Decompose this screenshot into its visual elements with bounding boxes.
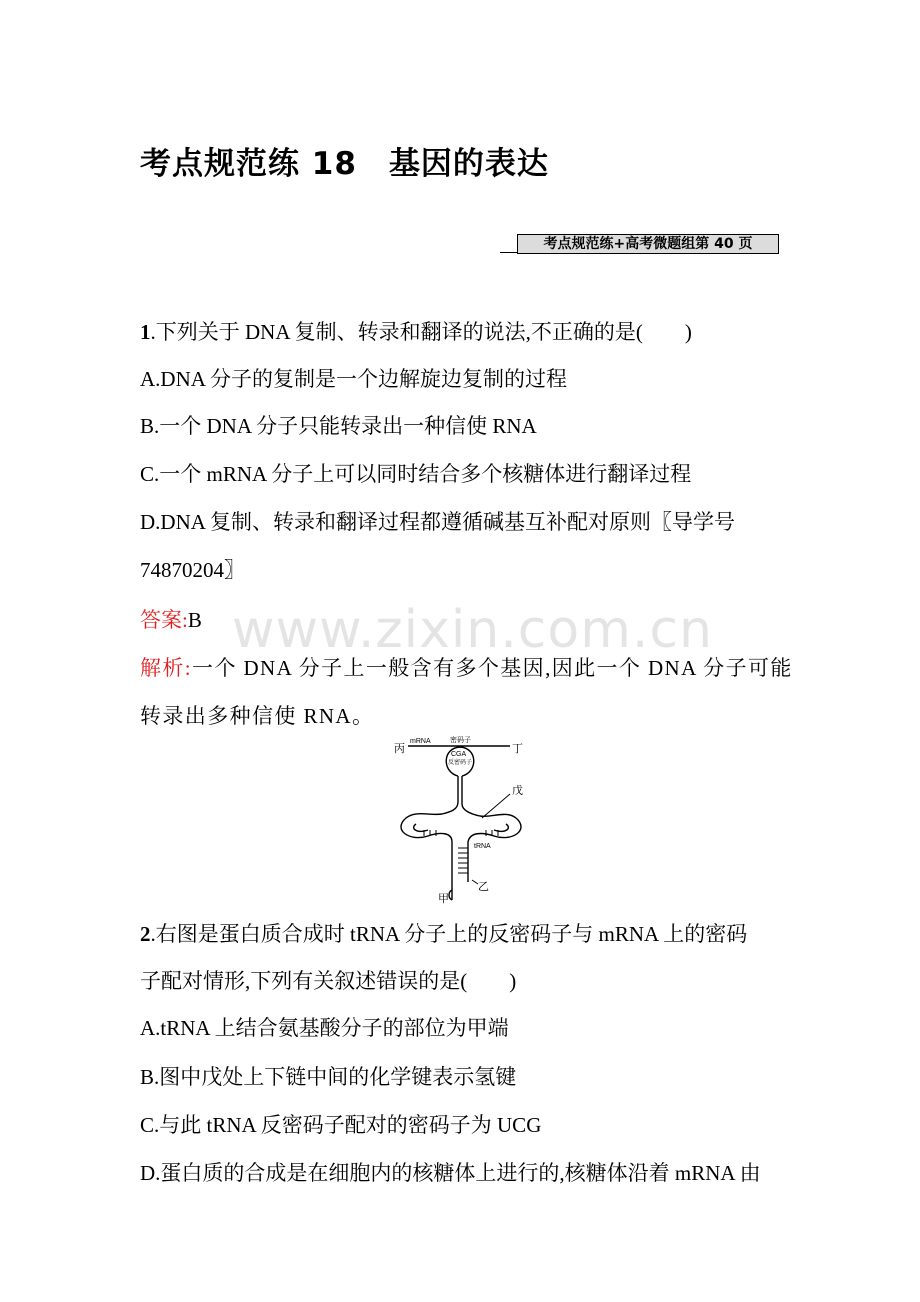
question-1-number: 1 [140, 320, 151, 344]
label-wu: 戊 [512, 784, 523, 797]
label-mrna: mRNA [410, 738, 431, 745]
label-cga: CGA [451, 751, 467, 758]
question-1-text: .下列关于 DNA 复制、转录和翻译的说法,不正确的是( ) [150, 320, 692, 344]
answer-value: B [187, 608, 202, 632]
question-1-analysis [140, 654, 793, 682]
label-ding: 丁 [512, 742, 523, 755]
question-2-text: .右图是蛋白质合成时 tRNA 分子上的反密码子与 mRNA 上的密码 [150, 922, 748, 946]
analysis-label: 解析: [140, 656, 193, 680]
question-2-option-b: B.图中戊处上下链中间的化学键表示氢键 [140, 1065, 517, 1089]
question-2-option-a: A.tRNA 上结合氨基酸分子的部位为甲端 [140, 1016, 509, 1040]
question-1-option-d-cont: 74870204〗 [140, 558, 245, 582]
label-jia: 甲 [438, 892, 449, 904]
answer-label: 答案: [140, 608, 188, 632]
question-2-option-d: D.蛋白质的合成是在细胞内的核糖体上进行的,核糖体沿着 mRNA 由 [140, 1161, 761, 1185]
watermark: www.zixin.com.cn [232, 600, 713, 660]
trna-left-strand [401, 776, 458, 900]
t-loop-inner [494, 824, 508, 831]
question-1-option-b: B.一个 DNA 分子只能转录出一种信使 RNA [140, 414, 537, 438]
reference-tag: 考点规范练+高考微题组第 40 页 [517, 234, 779, 254]
label-bing: 丙 [394, 742, 405, 755]
question-2-number: 2 [140, 922, 151, 946]
question-1-option-a: A.DNA 分子的复制是一个边解旋边复制的过程 [140, 367, 568, 391]
question-1-answer [140, 606, 202, 634]
question-1-option-c: C.一个 mRNA 分子上可以同时结合多个核糖体进行翻译过程 [140, 462, 692, 486]
question-1-stem [140, 318, 692, 346]
label-yi: 乙 [478, 880, 489, 893]
question-2-stem-cont: 子配对情形,下列有关叙述错误的是( ) [140, 969, 517, 993]
analysis-text: 一个 DNA 分子上一般含有多个基因,因此一个 DNA 分子可能 [192, 656, 793, 680]
question-2-stem [140, 920, 747, 948]
trna-diagram [380, 732, 550, 904]
label-codon: 密码子 [450, 736, 471, 744]
d-loop-inner [414, 824, 428, 831]
page-title: 考点规范练 18 基因的表达 [140, 146, 549, 182]
label-anticodon: 反密码子 [448, 759, 473, 766]
label-trna: tRNA [474, 843, 491, 850]
question-2-option-c: C.与此 tRNA 反密码子配对的密码子为 UCG [140, 1113, 542, 1137]
question-1-option-d: D.DNA 复制、转录和翻译过程都遵循碱基互补配对原则〖导学号 [140, 510, 736, 534]
question-1-analysis-cont: 转录出多种信使 RNA。 [140, 704, 375, 728]
